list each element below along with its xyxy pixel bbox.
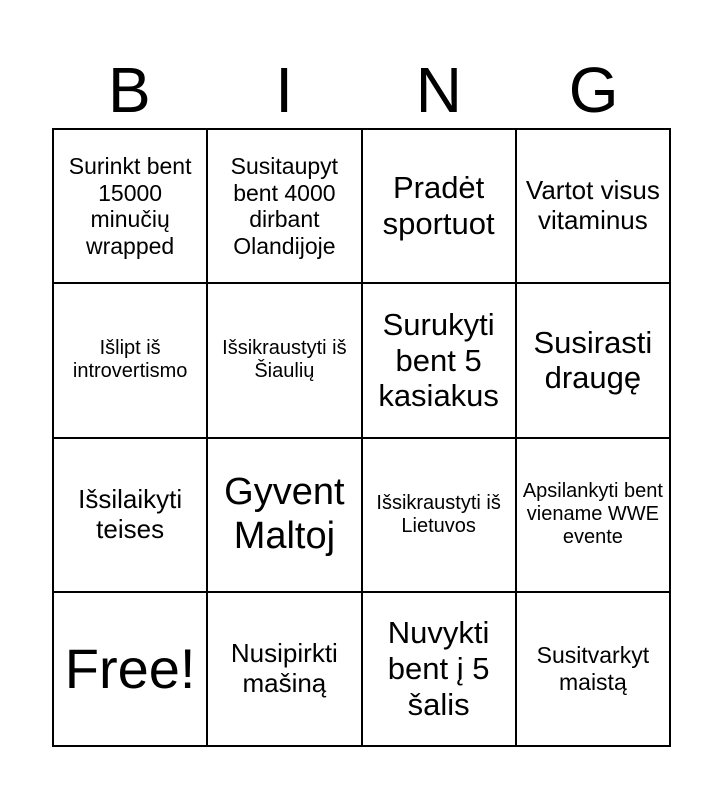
bingo-cell-r2-c4[interactable] [516,283,670,437]
bingo-cell-r4-c4[interactable] [516,592,670,746]
cell-text: Surukyti bent 5 kasiakus [378,306,499,414]
bingo-board [52,128,671,747]
cell-text: Nuvykti bent į 5 šalis [387,615,490,722]
cell-text: Pradėt sportuot [382,170,495,242]
cell-text: Išsikraustyti iš Lietuvos [376,491,501,537]
bingo-cell-r1-c2[interactable] [207,129,361,283]
cell-text: Išsilaikyti teises [78,483,183,544]
bingo-cell-r4-c3[interactable] [362,592,516,746]
bingo-cell-r1-c3[interactable] [362,129,516,283]
bingo-cell-r2-c1[interactable] [53,283,207,437]
bingo-cell-free[interactable] [53,592,207,746]
bingo-cell-r2-c3[interactable] [362,283,516,437]
bingo-cell-r3-c1[interactable] [53,438,207,592]
bingo-cell-r4-c2[interactable] [207,592,361,746]
cell-text: Susirasti draugę [533,324,653,396]
cell-text: Išsikraustyti iš Šiaulių [222,337,347,383]
bingo-cell-r3-c3[interactable] [362,438,516,592]
bingo-cell-r1-c4[interactable] [516,129,670,283]
header-letter-i: I [275,54,294,126]
bingo-cell-r1-c1[interactable] [53,129,207,283]
cell-text: Susitaupyt bent 4000 dirbant Olandijoje [230,153,339,259]
header-letter-b: B [108,54,151,126]
cell-text: Išlipt iš introvertismo [72,337,188,383]
bingo-cell-r2-c2[interactable] [207,283,361,437]
cell-text: Susitvarkyt maistą [536,642,650,695]
cell-text: Gyvent Maltoj [224,470,345,557]
header-letter-g: G [568,54,619,126]
header-letter-n: N [415,54,462,126]
cell-text: Nusipirkti mašiną [230,637,338,698]
cell-text: Vartot visus vitaminus [525,175,660,236]
bingo-cell-r3-c4[interactable] [516,438,670,592]
bingo-header [52,50,671,130]
bingo-cell-r3-c2[interactable] [207,438,361,592]
cell-text: Free! [64,636,196,700]
cell-text: Apsilankyti bent viename WWE evente [522,480,663,549]
cell-text: Surinkt bent 15000 minučių wrapped [68,153,192,259]
